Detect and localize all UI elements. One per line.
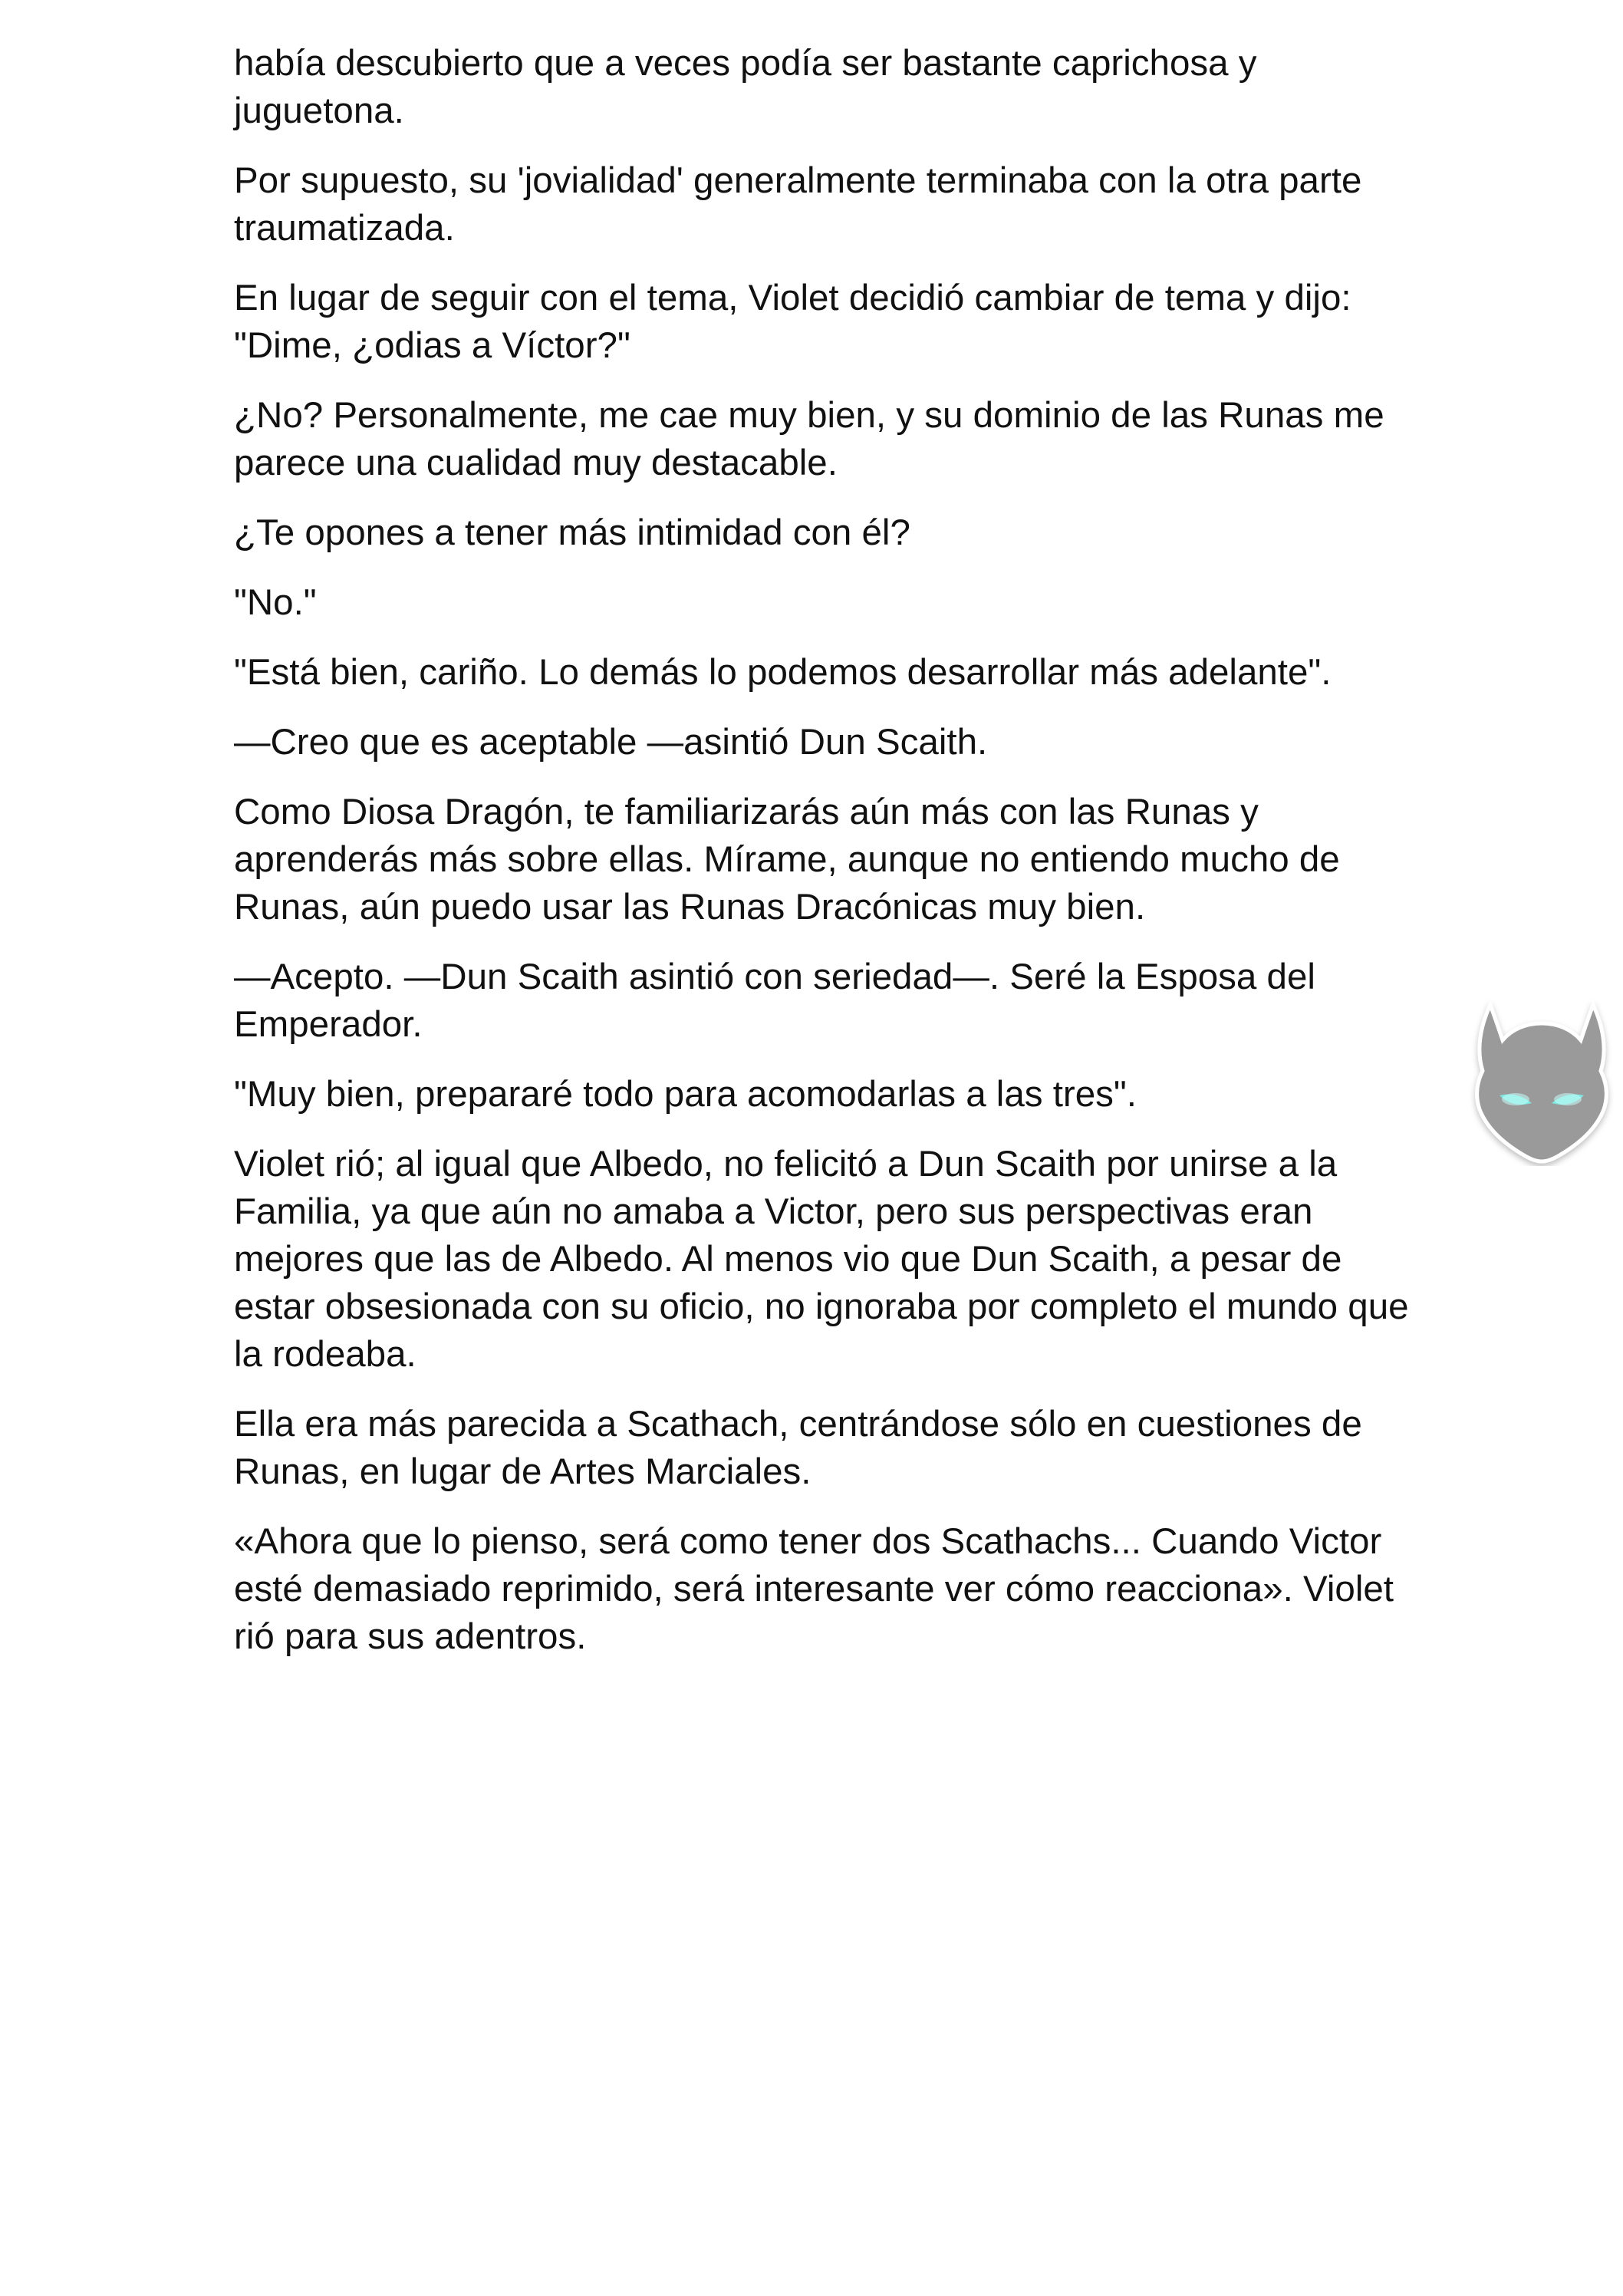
demon-head-shape: [1477, 1005, 1607, 1161]
paragraph: "Está bien, cariño. Lo demás lo podemos desarrollar más adelante".: [234, 652, 1332, 693]
paragraph: «Ahora que lo pienso, será como tener dos Scathachs... Cuando Victor esté demasiado reprimido, será interesante ver cómo reacciona». Violet rió para sus adentros.: [234, 1521, 1394, 1657]
paragraph: —Acepto. —Dun Scaith asintió con seriedad—. Seré la Esposa del Emperador.: [234, 957, 1315, 1045]
paragraph: había descubierto que a veces podía ser bastante caprichosa y juguetona.: [234, 43, 1257, 131]
paragraph: En lugar de seguir con el tema, Violet decidió cambiar de tema y dijo: "Dime, ¿odias a Víctor?": [234, 278, 1351, 366]
paragraph: Violet rió; al igual que Albedo, no felicitó a Dun Scaith por unirse a la Familia, ya que aún no amaba a Victor, pero sus perspectivas eran mejores que las de Albedo. Al menos vio que Dun Scaith, a pesar de estar obsesionada con su oficio, no ignoraba por completo el mundo que la rodeaba.: [234, 1144, 1409, 1375]
paragraph: Por supuesto, su 'jovialidad' generalmente terminaba con la otra parte traumatizada.: [234, 160, 1362, 249]
paragraph: —Creo que es aceptable —asintió Dun Scaith.: [234, 722, 988, 763]
paragraph: Ella era más parecida a Scathach, centrándose sólo en cuestiones de Runas, en lugar de Artes Marciales.: [234, 1404, 1362, 1492]
demon-head-icon: [1469, 997, 1615, 1166]
paragraph: ¿Te opones a tener más intimidad con él?: [234, 512, 910, 553]
paragraph: Como Diosa Dragón, te familiarizarás aún más con las Runas y aprenderás más sobre ellas. Mírame, aunque no entiendo mucho de Runas, aún puedo usar las Runas Dracónicas muy bien.: [234, 792, 1340, 927]
paragraph: "Muy bien, prepararé todo para acomodarlas a las tres".: [234, 1074, 1137, 1115]
document-body: [234, 40, 1415, 1683]
paragraph: ¿No? Personalmente, me cae muy bien, y su dominio de las Runas me parece una cualidad muy destacable.: [234, 395, 1384, 483]
paragraph: "No.": [234, 582, 317, 623]
